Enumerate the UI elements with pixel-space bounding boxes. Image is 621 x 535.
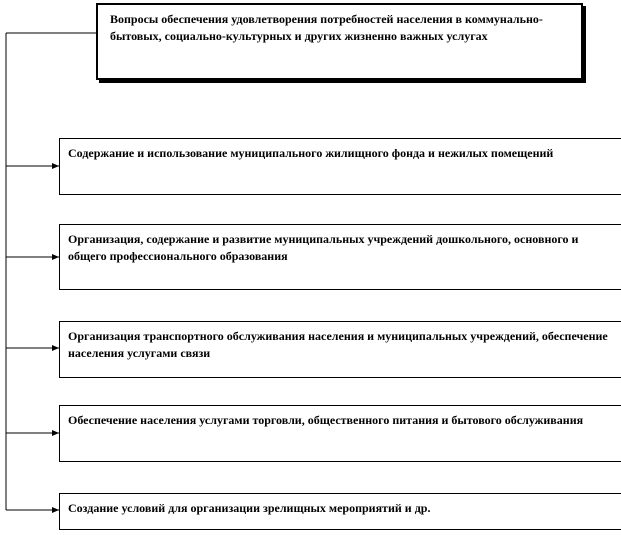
item-node-text: Организация транспортного обслуживания населения и муниципальных учреждений, обеспечение населения услугами связи	[68, 329, 608, 360]
item-node-text: Обеспечение населения услугами торговли, общественного питания и бытового обслуживания	[68, 413, 584, 427]
root-node-text: Вопросы обеспечения удовлетворения потребностей населения в коммунально-бытовых, социально-культурных и других жизненно важных услугах	[110, 12, 543, 43]
item-node-text: Создание условий для организации зрелищных мероприятий и др.	[68, 501, 431, 515]
item-node-transport	[59, 321, 621, 378]
item-node-text: Организация, содержание и развитие муниципальных учреждений дошкольного, основного и общего профессионального образования	[68, 232, 579, 263]
item-node-text: Содержание и использование муниципального жилищного фонда и нежилых помещений	[68, 146, 554, 160]
item-node-housing	[59, 138, 621, 195]
item-node-events	[59, 493, 621, 530]
root-node	[96, 3, 583, 80]
item-node-trade	[59, 405, 621, 462]
item-node-education	[59, 224, 621, 290]
